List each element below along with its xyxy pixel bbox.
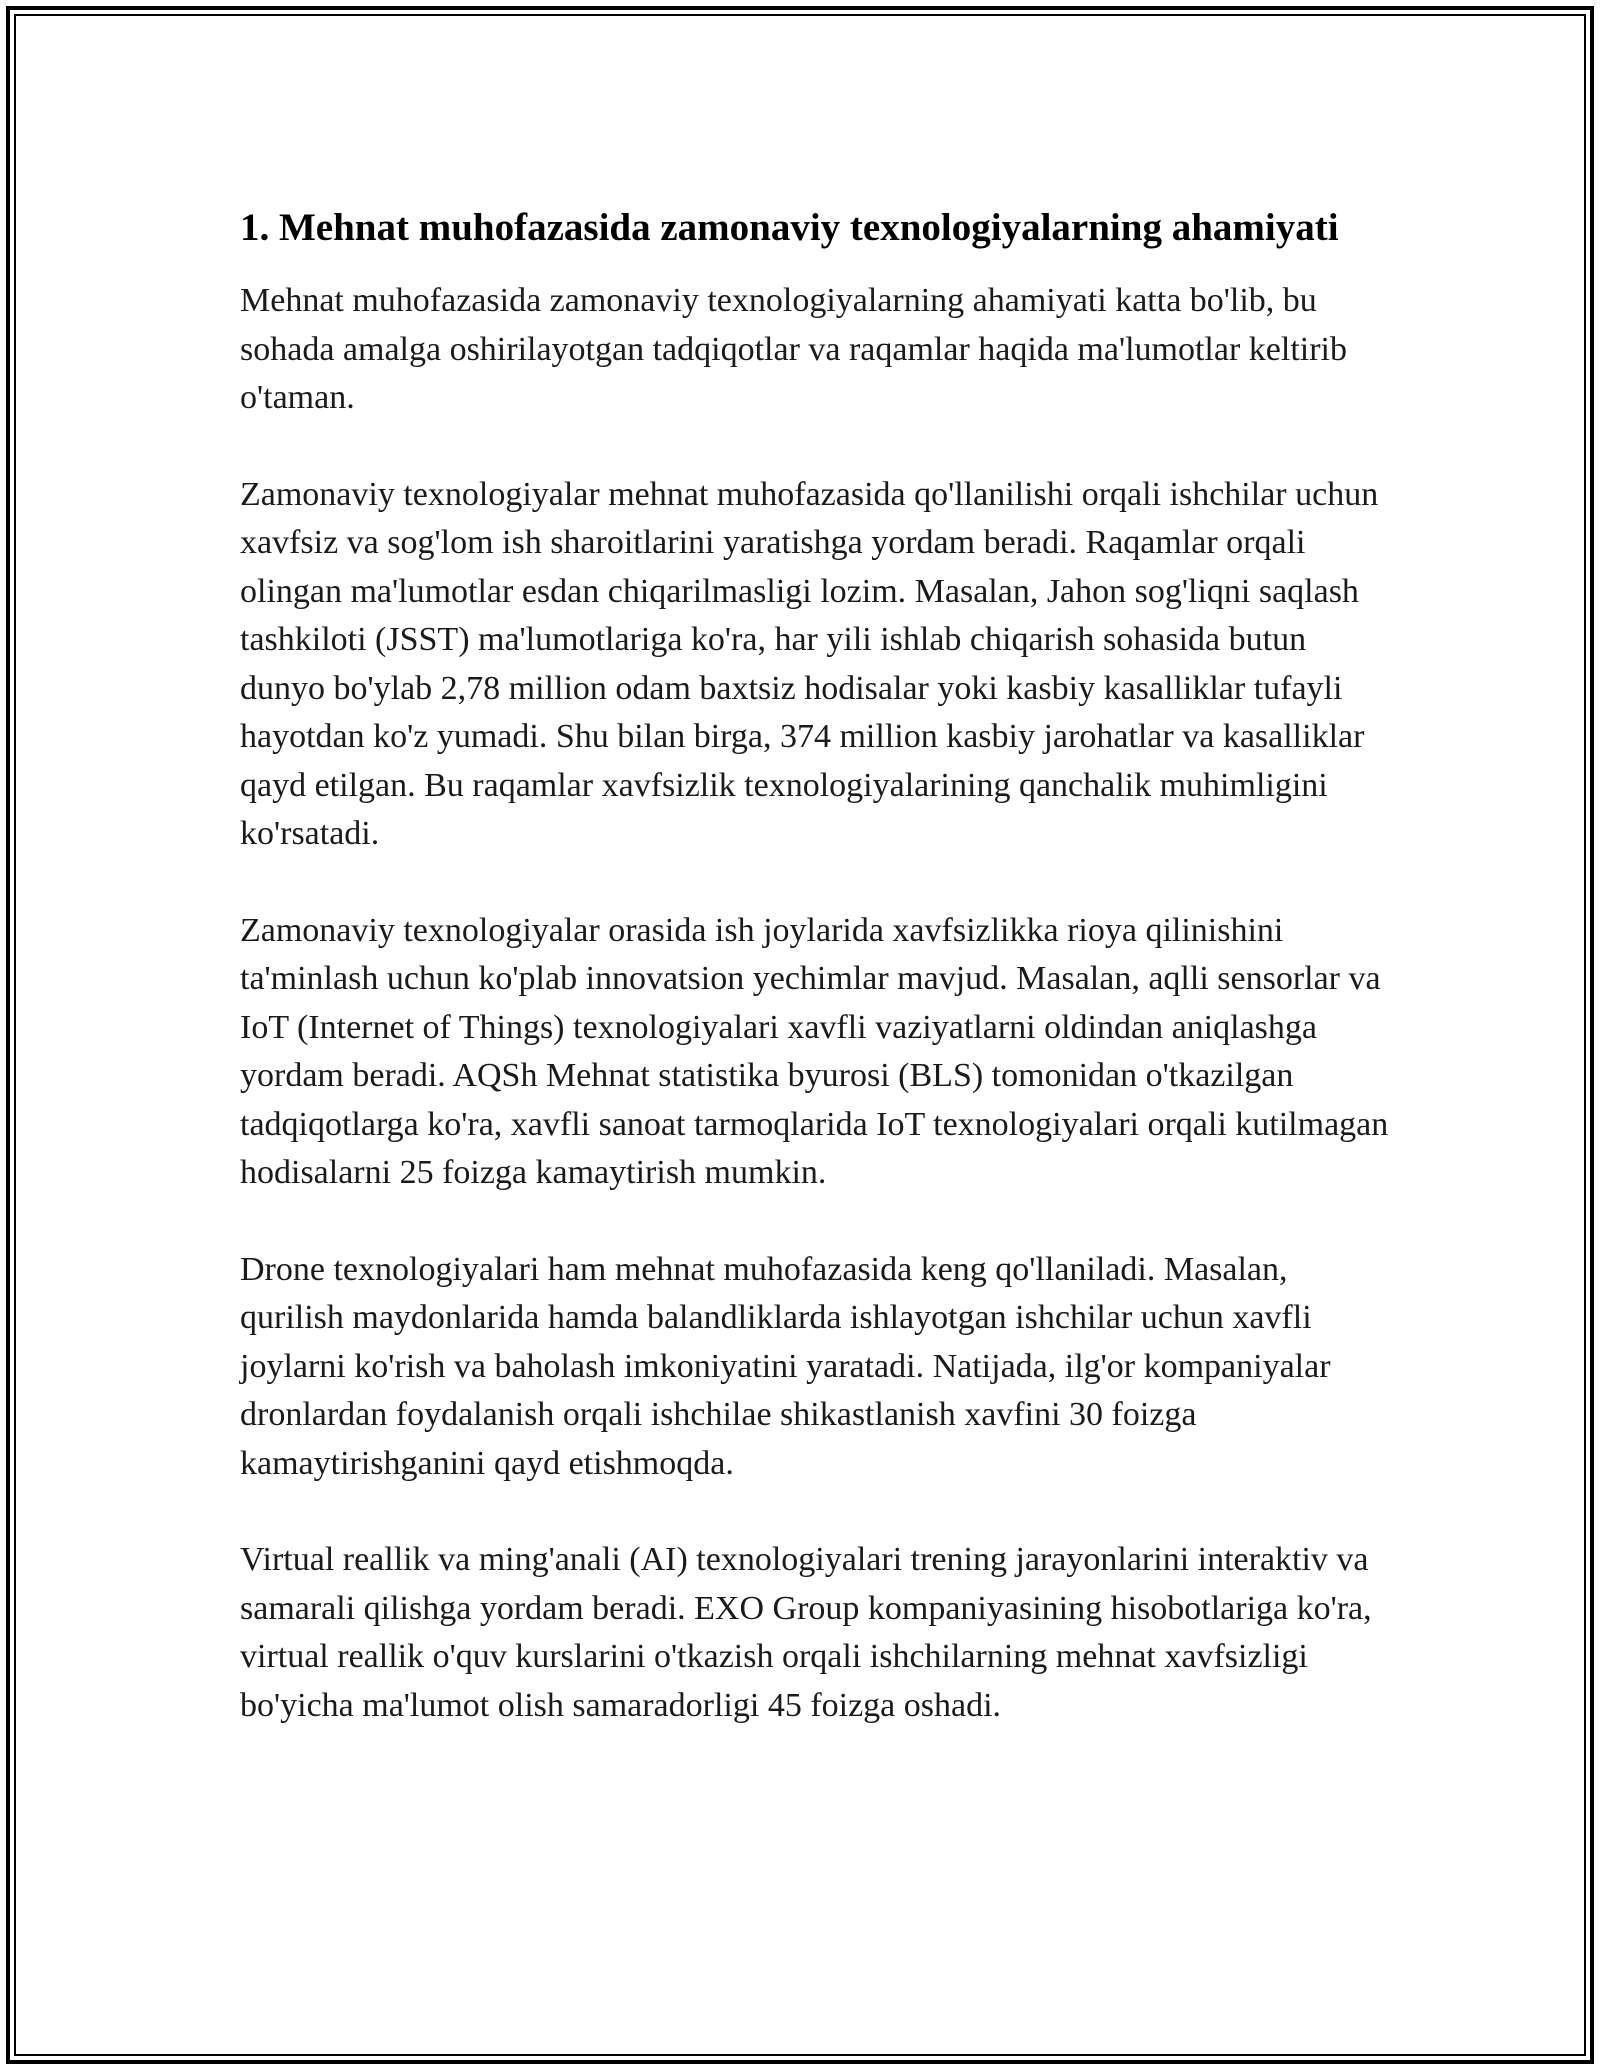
- paragraph-intro: Mehnat muhofazasida zamonaviy texnologiyalarning ahamiyati katta bo'lib, bu sohada amalga oshirilayotgan tadqiqotlar va raqamlar haqida ma'lumotlar keltirib o'taman.: [240, 282, 1347, 416]
- page-inner-border: [14, 14, 1586, 2056]
- paragraph-vr-ai: Virtual reallik va ming'anali (AI) texnologiyalari trening jarayonlarini interaktiv va samarali qilishga yordam beradi. EXO Group kompaniyasining hisobotlariga ko'ra, virtual reallik o'quv kurslarini o'tkazish orqali ishchilarning mehnat xavfsizligi bo'yicha ma'lumot olish samaradorligi 45 foizga oshadi.: [240, 1541, 1372, 1724]
- paragraph-drones: Drone texnologiyalari ham mehnat muhofazasida keng qo'llaniladi. Masalan, qurilish maydonlarida hamda balandliklarda ishlayotgan ishchilar uchun xavfli joylarni ko'rish va baholash imkoniyatini yaratadi. Natijada, ilg'or kompaniyalar dronlardan foydalanish orqali ishchilae shikastlanish xavfini 30 foizga kamaytirishganini qayd etishmoqda.: [240, 1250, 1331, 1482]
- page-border: [6, 6, 1594, 2064]
- paragraph-statistics: Zamonaviy texnologiyalar mehnat muhofazasida qo'llanilishi orqali ishchilar uchun xavfsiz va sog'lom ish sharoitlarini yaratishga yordam beradi. Raqamlar orqali olingan ma'lumotlar esdan chiqarilmasligi lozim. Masalan, Jahon sog'liqni saqlash tashkiloti (JSST) ma'lumotlariga ko'ra, har yili ishlab chiqarish sohasida butun dunyo bo'ylab 2,78 million odam baxtsiz hodisalar yoki kasbiy kasalliklar tufayli hayotdan ko'z yumadi. Shu bilan birga, 374 million kasbiy jarohatlar va kasalliklar qayd etilgan. Bu raqamlar xavfsizlik texnologiyalarining qanchalik muhimligini ko'rsatadi.: [240, 475, 1379, 852]
- paragraph-iot: Zamonaviy texnologiyalar orasida ish joylarida xavfsizlikka rioya qilinishini ta'minlash uchun ko'plab innovatsion yechimlar mavjud. Masalan, aqlli sensorlar va IoT (Internet of Things) texnologiyalari xavfli vaziyatlarni oldindan aniqlashga yordam beradi. AQSh Mehnat statistika byurosi (BLS) tomonidan o'tkazilgan tadqiqotlarga ko'ra, xavfli sanoat tarmoqlarida IoT texnologiyalari orqali kutilmagan hodisalarni 25 foizga kamaytirish mumkin.: [240, 911, 1389, 1191]
- section-heading: 1. Mehnat muhofazasida zamonaviy texnologiyalarning ahamiyati: [240, 206, 1339, 249]
- document-body: [240, 200, 1390, 1778]
